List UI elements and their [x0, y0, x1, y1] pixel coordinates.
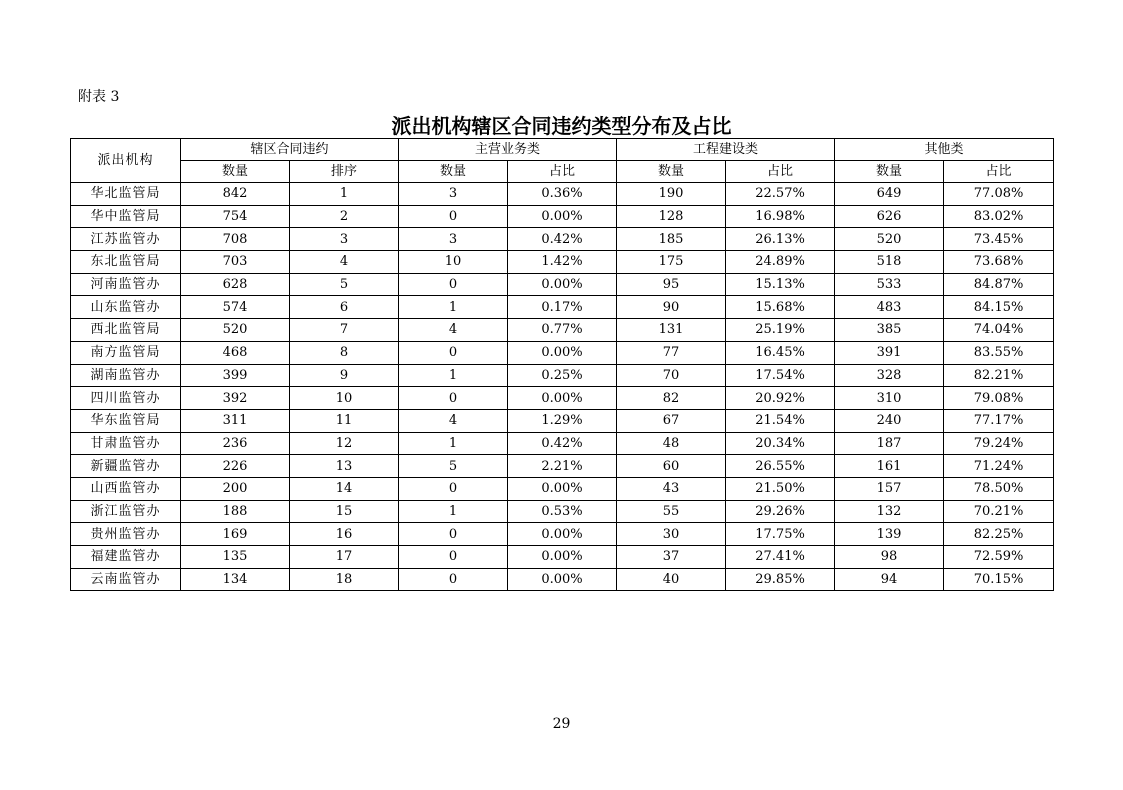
other-count-cell: 533	[835, 273, 944, 296]
table-row	[71, 341, 1054, 364]
table-row	[71, 477, 1054, 500]
count-cell: 468	[181, 341, 290, 364]
table-row	[71, 409, 1054, 432]
eng-count-cell: 37	[617, 546, 726, 569]
header-group-total: 辖区合同违约	[181, 139, 399, 161]
other-ratio-cell: 79.08%	[944, 387, 1054, 410]
main-count-cell: 0	[399, 273, 508, 296]
eng-count-cell: 70	[617, 364, 726, 387]
header-total-count: 数量	[181, 161, 290, 183]
main-count-cell: 1	[399, 296, 508, 319]
header-group-other: 其他类	[835, 139, 1054, 161]
other-count-cell: 187	[835, 432, 944, 455]
main-ratio-cell: 0.00%	[508, 568, 617, 591]
count-cell: 188	[181, 500, 290, 523]
org-cell: 华北监管局	[71, 183, 181, 206]
main-count-cell: 0	[399, 546, 508, 569]
table-row	[71, 319, 1054, 342]
main-count-cell: 0	[399, 341, 508, 364]
org-cell: 湖南监管办	[71, 364, 181, 387]
rank-cell: 10	[290, 387, 399, 410]
table-row	[71, 273, 1054, 296]
eng-ratio-cell: 15.13%	[726, 273, 835, 296]
eng-ratio-cell: 26.55%	[726, 455, 835, 478]
org-cell: 四川监管办	[71, 387, 181, 410]
main-ratio-cell: 1.29%	[508, 409, 617, 432]
main-ratio-cell: 0.42%	[508, 432, 617, 455]
eng-ratio-cell: 21.54%	[726, 409, 835, 432]
rank-cell: 1	[290, 183, 399, 206]
main-count-cell: 10	[399, 251, 508, 274]
other-ratio-cell: 70.15%	[944, 568, 1054, 591]
table-row	[71, 432, 1054, 455]
main-count-cell: 0	[399, 205, 508, 228]
count-cell: 708	[181, 228, 290, 251]
other-count-cell: 157	[835, 477, 944, 500]
other-count-cell: 328	[835, 364, 944, 387]
rank-cell: 8	[290, 341, 399, 364]
org-cell: 甘肃监管办	[71, 432, 181, 455]
main-count-cell: 5	[399, 455, 508, 478]
appendix-label: 附表 3	[78, 89, 120, 105]
main-count-cell: 0	[399, 568, 508, 591]
count-cell: 520	[181, 319, 290, 342]
other-ratio-cell: 71.24%	[944, 455, 1054, 478]
main-ratio-cell: 0.00%	[508, 273, 617, 296]
org-cell: 南方监管局	[71, 341, 181, 364]
other-count-cell: 483	[835, 296, 944, 319]
other-ratio-cell: 82.21%	[944, 364, 1054, 387]
eng-ratio-cell: 29.85%	[726, 568, 835, 591]
org-cell: 福建监管办	[71, 546, 181, 569]
rank-cell: 18	[290, 568, 399, 591]
other-count-cell: 385	[835, 319, 944, 342]
main-count-cell: 4	[399, 319, 508, 342]
other-ratio-cell: 73.68%	[944, 251, 1054, 274]
eng-ratio-cell: 21.50%	[726, 477, 835, 500]
count-cell: 754	[181, 205, 290, 228]
header-main-ratio: 占比	[508, 161, 617, 183]
table-row	[71, 387, 1054, 410]
main-count-cell: 0	[399, 477, 508, 500]
org-cell: 新疆监管办	[71, 455, 181, 478]
rank-cell: 7	[290, 319, 399, 342]
other-ratio-cell: 83.55%	[944, 341, 1054, 364]
main-ratio-cell: 0.77%	[508, 319, 617, 342]
eng-count-cell: 48	[617, 432, 726, 455]
eng-ratio-cell: 24.89%	[726, 251, 835, 274]
main-count-cell: 3	[399, 183, 508, 206]
rank-cell: 15	[290, 500, 399, 523]
count-cell: 135	[181, 546, 290, 569]
count-cell: 842	[181, 183, 290, 206]
main-count-cell: 0	[399, 523, 508, 546]
table-row	[71, 364, 1054, 387]
eng-count-cell: 128	[617, 205, 726, 228]
count-cell: 236	[181, 432, 290, 455]
main-ratio-cell: 2.21%	[508, 455, 617, 478]
eng-count-cell: 131	[617, 319, 726, 342]
count-cell: 226	[181, 455, 290, 478]
rank-cell: 12	[290, 432, 399, 455]
eng-ratio-cell: 17.75%	[726, 523, 835, 546]
eng-ratio-cell: 16.45%	[726, 341, 835, 364]
other-ratio-cell: 74.04%	[944, 319, 1054, 342]
eng-count-cell: 55	[617, 500, 726, 523]
table-row	[71, 523, 1054, 546]
eng-ratio-cell: 16.98%	[726, 205, 835, 228]
main-ratio-cell: 0.00%	[508, 523, 617, 546]
main-ratio-cell: 0.53%	[508, 500, 617, 523]
count-cell: 392	[181, 387, 290, 410]
other-count-cell: 132	[835, 500, 944, 523]
header-main-count: 数量	[399, 161, 508, 183]
org-cell: 山东监管办	[71, 296, 181, 319]
eng-ratio-cell: 20.34%	[726, 432, 835, 455]
rank-cell: 17	[290, 546, 399, 569]
other-ratio-cell: 77.17%	[944, 409, 1054, 432]
other-ratio-cell: 78.50%	[944, 477, 1054, 500]
main-count-cell: 1	[399, 500, 508, 523]
table-title: 派出机构辖区合同违约类型分布及占比	[391, 114, 732, 138]
violation-table	[70, 138, 1054, 591]
rank-cell: 4	[290, 251, 399, 274]
other-ratio-cell: 79.24%	[944, 432, 1054, 455]
org-cell: 贵州监管办	[71, 523, 181, 546]
eng-ratio-cell: 17.54%	[726, 364, 835, 387]
eng-count-cell: 67	[617, 409, 726, 432]
rank-cell: 5	[290, 273, 399, 296]
table-row	[71, 183, 1054, 206]
rank-cell: 13	[290, 455, 399, 478]
other-count-cell: 161	[835, 455, 944, 478]
other-ratio-cell: 84.15%	[944, 296, 1054, 319]
other-ratio-cell: 84.87%	[944, 273, 1054, 296]
rank-cell: 2	[290, 205, 399, 228]
other-count-cell: 520	[835, 228, 944, 251]
main-ratio-cell: 0.25%	[508, 364, 617, 387]
count-cell: 134	[181, 568, 290, 591]
count-cell: 399	[181, 364, 290, 387]
eng-count-cell: 82	[617, 387, 726, 410]
header-row-groups	[71, 139, 1054, 161]
other-ratio-cell: 70.21%	[944, 500, 1054, 523]
other-count-cell: 518	[835, 251, 944, 274]
header-group-main: 主营业务类	[399, 139, 617, 161]
org-cell: 浙江监管办	[71, 500, 181, 523]
eng-ratio-cell: 26.13%	[726, 228, 835, 251]
eng-count-cell: 60	[617, 455, 726, 478]
table-row	[71, 500, 1054, 523]
main-ratio-cell: 0.36%	[508, 183, 617, 206]
table-row	[71, 546, 1054, 569]
rank-cell: 11	[290, 409, 399, 432]
other-count-cell: 94	[835, 568, 944, 591]
main-ratio-cell: 0.00%	[508, 341, 617, 364]
table-row	[71, 228, 1054, 251]
main-ratio-cell: 0.00%	[508, 387, 617, 410]
count-cell: 574	[181, 296, 290, 319]
main-ratio-cell: 0.42%	[508, 228, 617, 251]
count-cell: 703	[181, 251, 290, 274]
rank-cell: 6	[290, 296, 399, 319]
table-row	[71, 455, 1054, 478]
header-group-eng: 工程建设类	[617, 139, 835, 161]
org-cell: 华东监管局	[71, 409, 181, 432]
table-header	[71, 139, 1054, 183]
org-cell: 东北监管局	[71, 251, 181, 274]
eng-count-cell: 40	[617, 568, 726, 591]
other-count-cell: 649	[835, 183, 944, 206]
other-count-cell: 139	[835, 523, 944, 546]
org-cell: 江苏监管办	[71, 228, 181, 251]
main-count-cell: 3	[399, 228, 508, 251]
eng-ratio-cell: 27.41%	[726, 546, 835, 569]
other-count-cell: 626	[835, 205, 944, 228]
count-cell: 628	[181, 273, 290, 296]
header-row-sub	[71, 161, 1054, 183]
main-count-cell: 0	[399, 387, 508, 410]
main-ratio-cell: 0.17%	[508, 296, 617, 319]
other-ratio-cell: 83.02%	[944, 205, 1054, 228]
eng-ratio-cell: 15.68%	[726, 296, 835, 319]
table-row	[71, 296, 1054, 319]
header-other-ratio: 占比	[944, 161, 1054, 183]
other-ratio-cell: 73.45%	[944, 228, 1054, 251]
page-number: 29	[552, 716, 571, 732]
rank-cell: 14	[290, 477, 399, 500]
main-ratio-cell: 0.00%	[508, 546, 617, 569]
org-cell: 西北监管局	[71, 319, 181, 342]
eng-count-cell: 90	[617, 296, 726, 319]
eng-count-cell: 77	[617, 341, 726, 364]
main-ratio-cell: 0.00%	[508, 477, 617, 500]
header-other-count: 数量	[835, 161, 944, 183]
eng-count-cell: 190	[617, 183, 726, 206]
org-cell: 山西监管办	[71, 477, 181, 500]
header-total-rank: 排序	[290, 161, 399, 183]
table-body	[71, 183, 1054, 591]
header-eng-count: 数量	[617, 161, 726, 183]
header-eng-ratio: 占比	[726, 161, 835, 183]
table-row	[71, 251, 1054, 274]
eng-ratio-cell: 20.92%	[726, 387, 835, 410]
header-org: 派出机构	[71, 139, 181, 183]
other-ratio-cell: 77.08%	[944, 183, 1054, 206]
org-cell: 华中监管局	[71, 205, 181, 228]
eng-count-cell: 95	[617, 273, 726, 296]
eng-ratio-cell: 29.26%	[726, 500, 835, 523]
eng-ratio-cell: 25.19%	[726, 319, 835, 342]
main-count-cell: 1	[399, 432, 508, 455]
other-count-cell: 310	[835, 387, 944, 410]
eng-count-cell: 185	[617, 228, 726, 251]
other-count-cell: 240	[835, 409, 944, 432]
rank-cell: 9	[290, 364, 399, 387]
count-cell: 169	[181, 523, 290, 546]
table-row	[71, 568, 1054, 591]
count-cell: 311	[181, 409, 290, 432]
main-ratio-cell: 1.42%	[508, 251, 617, 274]
main-count-cell: 4	[399, 409, 508, 432]
org-cell: 云南监管办	[71, 568, 181, 591]
eng-count-cell: 175	[617, 251, 726, 274]
rank-cell: 16	[290, 523, 399, 546]
main-count-cell: 1	[399, 364, 508, 387]
org-cell: 河南监管办	[71, 273, 181, 296]
eng-ratio-cell: 22.57%	[726, 183, 835, 206]
other-ratio-cell: 82.25%	[944, 523, 1054, 546]
rank-cell: 3	[290, 228, 399, 251]
eng-count-cell: 43	[617, 477, 726, 500]
table-row	[71, 205, 1054, 228]
count-cell: 200	[181, 477, 290, 500]
other-ratio-cell: 72.59%	[944, 546, 1054, 569]
eng-count-cell: 30	[617, 523, 726, 546]
other-count-cell: 98	[835, 546, 944, 569]
main-ratio-cell: 0.00%	[508, 205, 617, 228]
other-count-cell: 391	[835, 341, 944, 364]
